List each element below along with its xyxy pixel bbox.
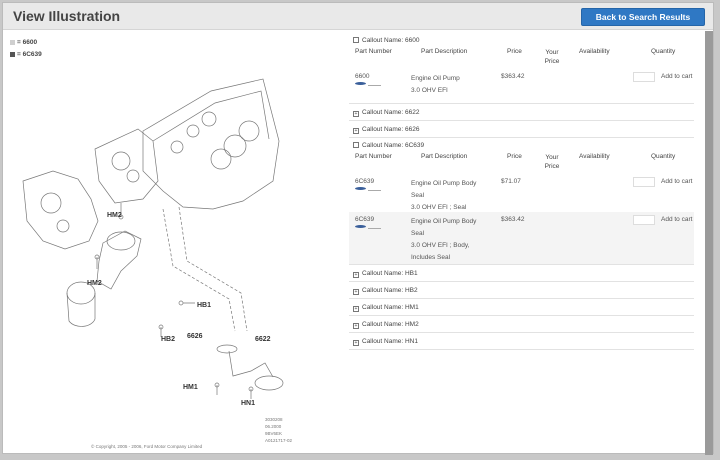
legend-item-6600[interactable]: = 6600 — [10, 37, 42, 49]
part-number: 6C639 — [355, 216, 375, 223]
expand-icon[interactable]: + — [354, 272, 358, 278]
callout-label-hn1[interactable]: HN1 — [241, 400, 256, 407]
expand-icon[interactable]: + — [354, 306, 358, 312]
legend-swatch-icon — [10, 52, 15, 57]
callout-header-6600[interactable]: Callout Name: 6600 — [349, 33, 694, 45]
callout-header-hm2[interactable]: + Callout Name: HM2 — [349, 316, 694, 333]
part-price: $363.42 — [501, 73, 525, 80]
illustration-panel — [3, 31, 343, 453]
quantity-input[interactable] — [633, 72, 655, 82]
table-row — [349, 174, 694, 212]
part-number: 6600 — [355, 73, 370, 80]
engine-oil-pump-illustration — [3, 31, 343, 453]
callout-legend — [10, 37, 42, 61]
callout-header-6622[interactable]: + Callout Name: 6622 — [349, 104, 694, 121]
view-illustration-window — [2, 2, 714, 454]
expand-icon[interactable]: + — [354, 289, 358, 295]
part-description: Engine Oil Pump Body Seal 3.0 OHV EFI ; Seal — [411, 180, 477, 211]
part-price: $363.42 — [501, 216, 525, 223]
copyright-notice: © Copyright, 2005 - 2006, Ford Motor Company Limited — [91, 444, 203, 449]
callout-section-6600 — [349, 33, 694, 104]
callout-label-hm1[interactable]: HM1 — [183, 384, 198, 391]
table-header: Part Number Part Description Price Your Price Availability Quantity — [355, 48, 676, 65]
vertical-scrollbar[interactable] — [705, 31, 713, 455]
callout-header-hb2[interactable]: + Callout Name: HB2 — [349, 282, 694, 299]
quantity-input[interactable] — [633, 215, 655, 225]
callout-header-hm1[interactable]: + Callout Name: HM1 — [349, 299, 694, 316]
table-row — [349, 69, 694, 103]
callout-header-hn1[interactable]: + Callout Name: HN1 — [349, 333, 694, 350]
page-title: View Illustration — [13, 8, 121, 24]
illustration-stamp: 3030208 06.2000 9BV6EK A0121717-02 — [265, 417, 293, 443]
legend-item-6c639[interactable]: = 6C639 — [10, 49, 42, 61]
page-header — [3, 3, 713, 30]
add-to-cart-link[interactable]: Add to cart — [661, 178, 693, 185]
ford-logo-icon — [355, 82, 385, 85]
expand-icon[interactable]: + — [354, 323, 358, 329]
table-header: Part Number Part Description Price Your Price Availability Quantity — [355, 153, 676, 170]
ford-logo-icon — [355, 187, 385, 190]
part-number: 6C639 — [355, 178, 375, 185]
callout-header-hb1[interactable]: + Callout Name: HB1 — [349, 265, 694, 282]
callout-header-6626[interactable]: + Callout Name: 6626 — [349, 121, 694, 138]
collapse-icon[interactable] — [353, 142, 359, 148]
collapse-icon[interactable] — [353, 37, 359, 43]
add-to-cart-link[interactable]: Add to cart — [661, 73, 693, 80]
ford-logo-icon — [355, 225, 385, 228]
table-row — [349, 212, 694, 264]
quantity-input[interactable] — [633, 177, 655, 187]
expand-icon[interactable]: + — [354, 128, 358, 134]
callout-section-6c639 — [349, 138, 694, 265]
callout-header-6c639[interactable]: Callout Name: 6C639 — [349, 138, 694, 150]
callout-label-6622[interactable]: 6622 — [255, 336, 271, 343]
part-price: $71.07 — [501, 178, 521, 185]
callout-label-hb1[interactable]: HB1 — [197, 302, 212, 309]
expand-icon[interactable]: + — [354, 111, 358, 117]
parts-list-panel — [349, 33, 694, 453]
legend-swatch-icon — [10, 40, 15, 45]
callout-label-6626[interactable]: 6626 — [187, 333, 203, 340]
callout-label-hb2[interactable]: HB2 — [161, 336, 176, 343]
back-to-search-results-button[interactable]: Back to Search Results — [581, 8, 705, 26]
callout-label-hm2-left[interactable]: HM2 — [87, 280, 102, 287]
part-description: Engine Oil Pump Body Seal 3.0 OHV EFI ; Body, Includes Seal — [411, 218, 477, 261]
add-to-cart-link[interactable]: Add to cart — [661, 216, 693, 223]
callout-label-hm2-top[interactable]: HM2 — [107, 212, 122, 219]
expand-icon[interactable]: + — [354, 340, 358, 346]
part-description: Engine Oil Pump 3.0 OHV EFI — [411, 75, 460, 94]
